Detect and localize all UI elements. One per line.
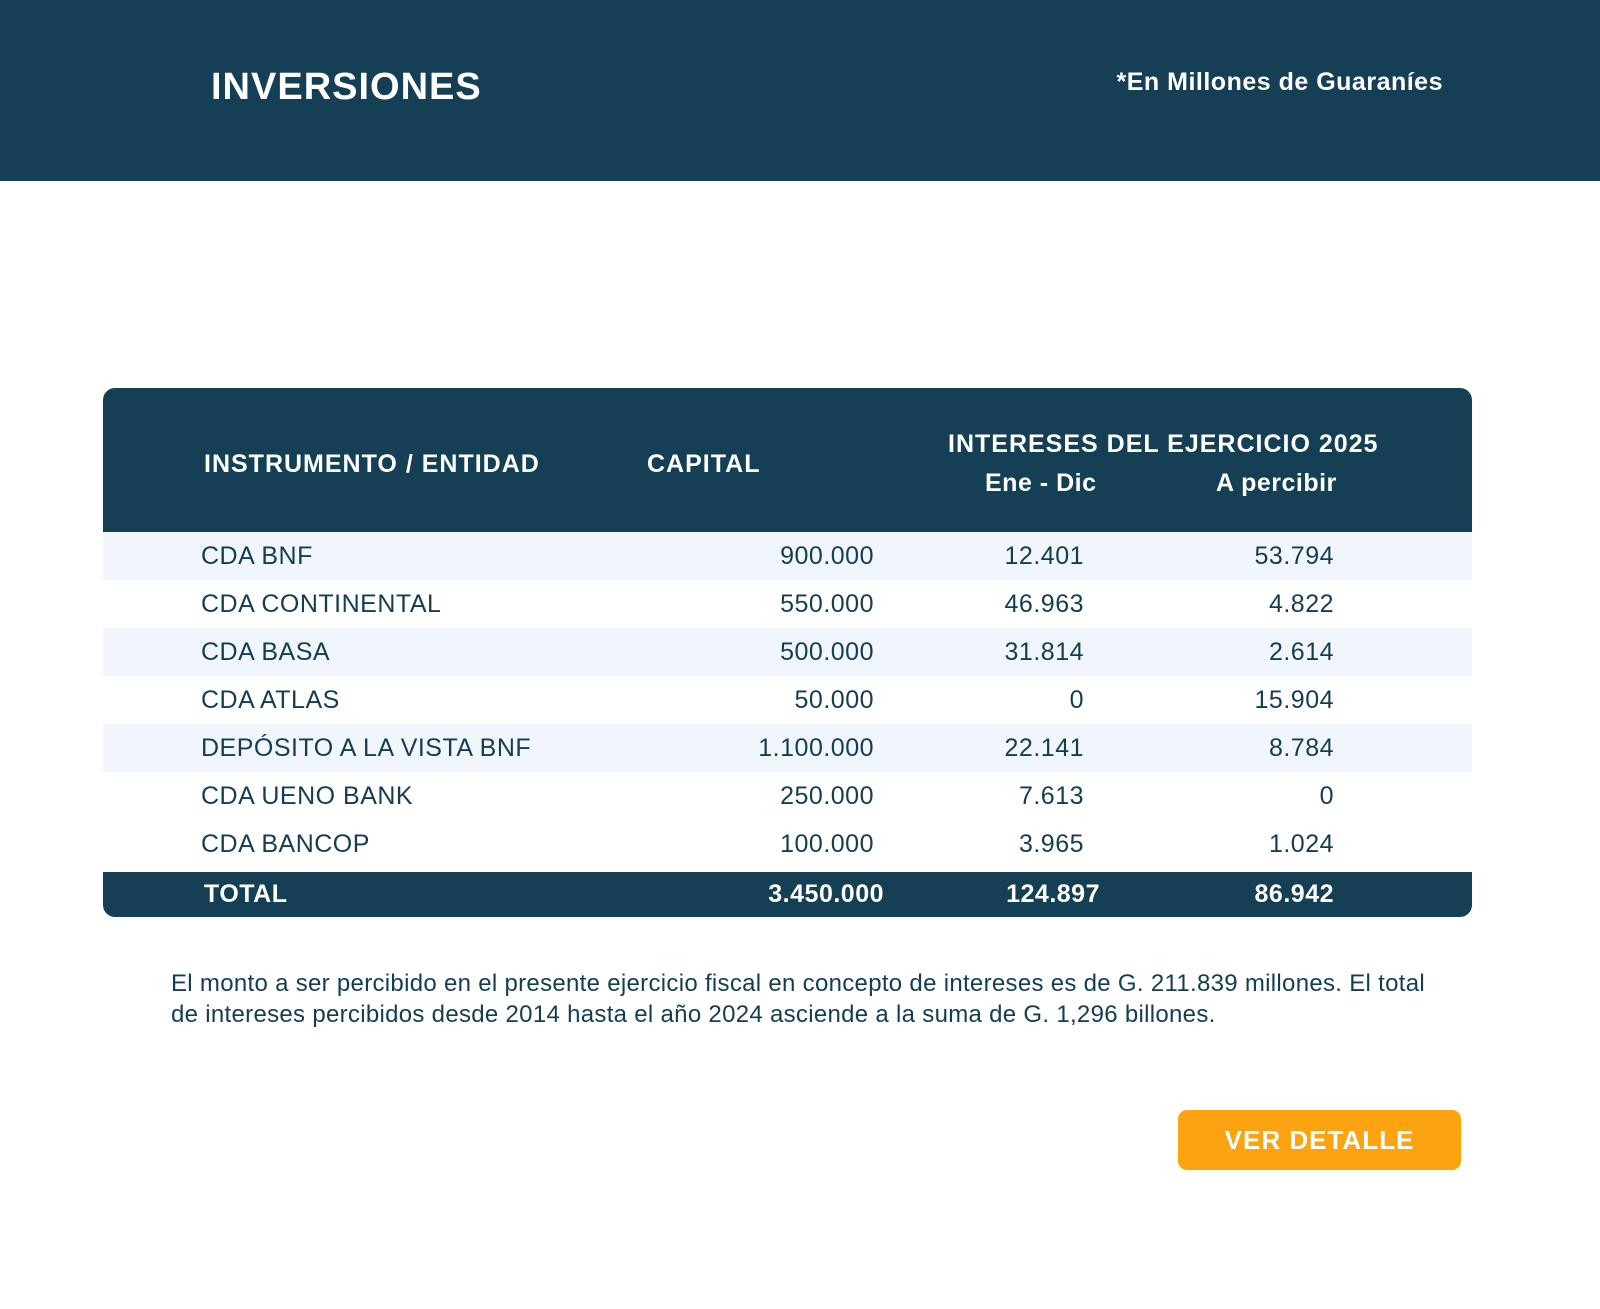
view-detail-button[interactable]: VER DETALLE <box>1178 1110 1461 1170</box>
cell-ene-dic: 22.141 <box>1004 734 1084 762</box>
cell-a-percibir: 15.904 <box>1254 686 1334 714</box>
column-header-instrument: INSTRUMENTO / ENTIDAD <box>204 450 540 478</box>
total-row <box>103 872 1472 917</box>
cell-ene-dic: 0 <box>1069 686 1084 714</box>
table-row <box>103 676 1472 724</box>
table-row <box>103 580 1472 628</box>
table-row <box>103 820 1472 868</box>
table-body <box>103 532 1472 868</box>
cell-instrument: CDA BASA <box>201 638 331 666</box>
cell-instrument: CDA BANCOP <box>201 830 370 858</box>
total-label: TOTAL <box>204 880 288 908</box>
cell-capital: 550.000 <box>780 590 874 618</box>
cell-ene-dic: 31.814 <box>1004 638 1084 666</box>
column-group-header-interest: INTERESES DEL EJERCICIO 2025 <box>948 430 1379 458</box>
total-a-percibir: 86.942 <box>1254 880 1334 908</box>
cell-ene-dic: 7.613 <box>1018 782 1084 810</box>
cell-instrument: CDA CONTINENTAL <box>201 590 442 618</box>
cell-a-percibir: 8.784 <box>1268 734 1334 762</box>
cell-ene-dic: 12.401 <box>1004 542 1084 570</box>
cell-instrument: CDA UENO BANK <box>201 782 414 810</box>
cell-instrument: CDA ATLAS <box>201 686 340 714</box>
cell-ene-dic: 3.965 <box>1018 830 1084 858</box>
cell-capital: 50.000 <box>794 686 874 714</box>
page-title: INVERSIONES <box>211 66 482 108</box>
cell-capital: 250.000 <box>780 782 874 810</box>
cell-a-percibir: 0 <box>1319 782 1334 810</box>
table-header <box>103 388 1472 532</box>
column-header-capital: CAPITAL <box>647 450 761 478</box>
cell-capital: 100.000 <box>780 830 874 858</box>
total-ene-dic: 124.897 <box>1006 880 1100 908</box>
investments-table <box>103 388 1472 917</box>
table-row <box>103 772 1472 820</box>
cell-a-percibir: 2.614 <box>1268 638 1334 666</box>
table-row <box>103 628 1472 676</box>
cell-ene-dic: 46.963 <box>1004 590 1084 618</box>
cell-capital: 1.100.000 <box>758 734 874 762</box>
cell-capital: 500.000 <box>780 638 874 666</box>
cell-instrument: CDA BNF <box>201 542 313 570</box>
cell-a-percibir: 1.024 <box>1268 830 1334 858</box>
cell-capital: 900.000 <box>780 542 874 570</box>
page-header <box>0 0 1600 181</box>
summary-paragraph: El monto a ser percibido en el presente ejercicio fiscal en concepto de intereses es de G. 211.839 millones. El total de intereses percibidos desde 2014 hasta el año 2024 asciende a la suma de G. 1,296 billones. <box>171 970 1426 1028</box>
table-row <box>103 532 1472 580</box>
total-capital: 3.450.000 <box>768 880 884 908</box>
column-header-ene-dic: Ene - Dic <box>985 469 1097 497</box>
table-row <box>103 724 1472 772</box>
column-header-a-percibir: A percibir <box>1216 469 1337 497</box>
cell-a-percibir: 53.794 <box>1254 542 1334 570</box>
cell-a-percibir: 4.822 <box>1268 590 1334 618</box>
cell-instrument: DEPÓSITO A LA VISTA BNF <box>201 734 532 762</box>
currency-note: *En Millones de Guaraníes <box>1116 68 1443 96</box>
